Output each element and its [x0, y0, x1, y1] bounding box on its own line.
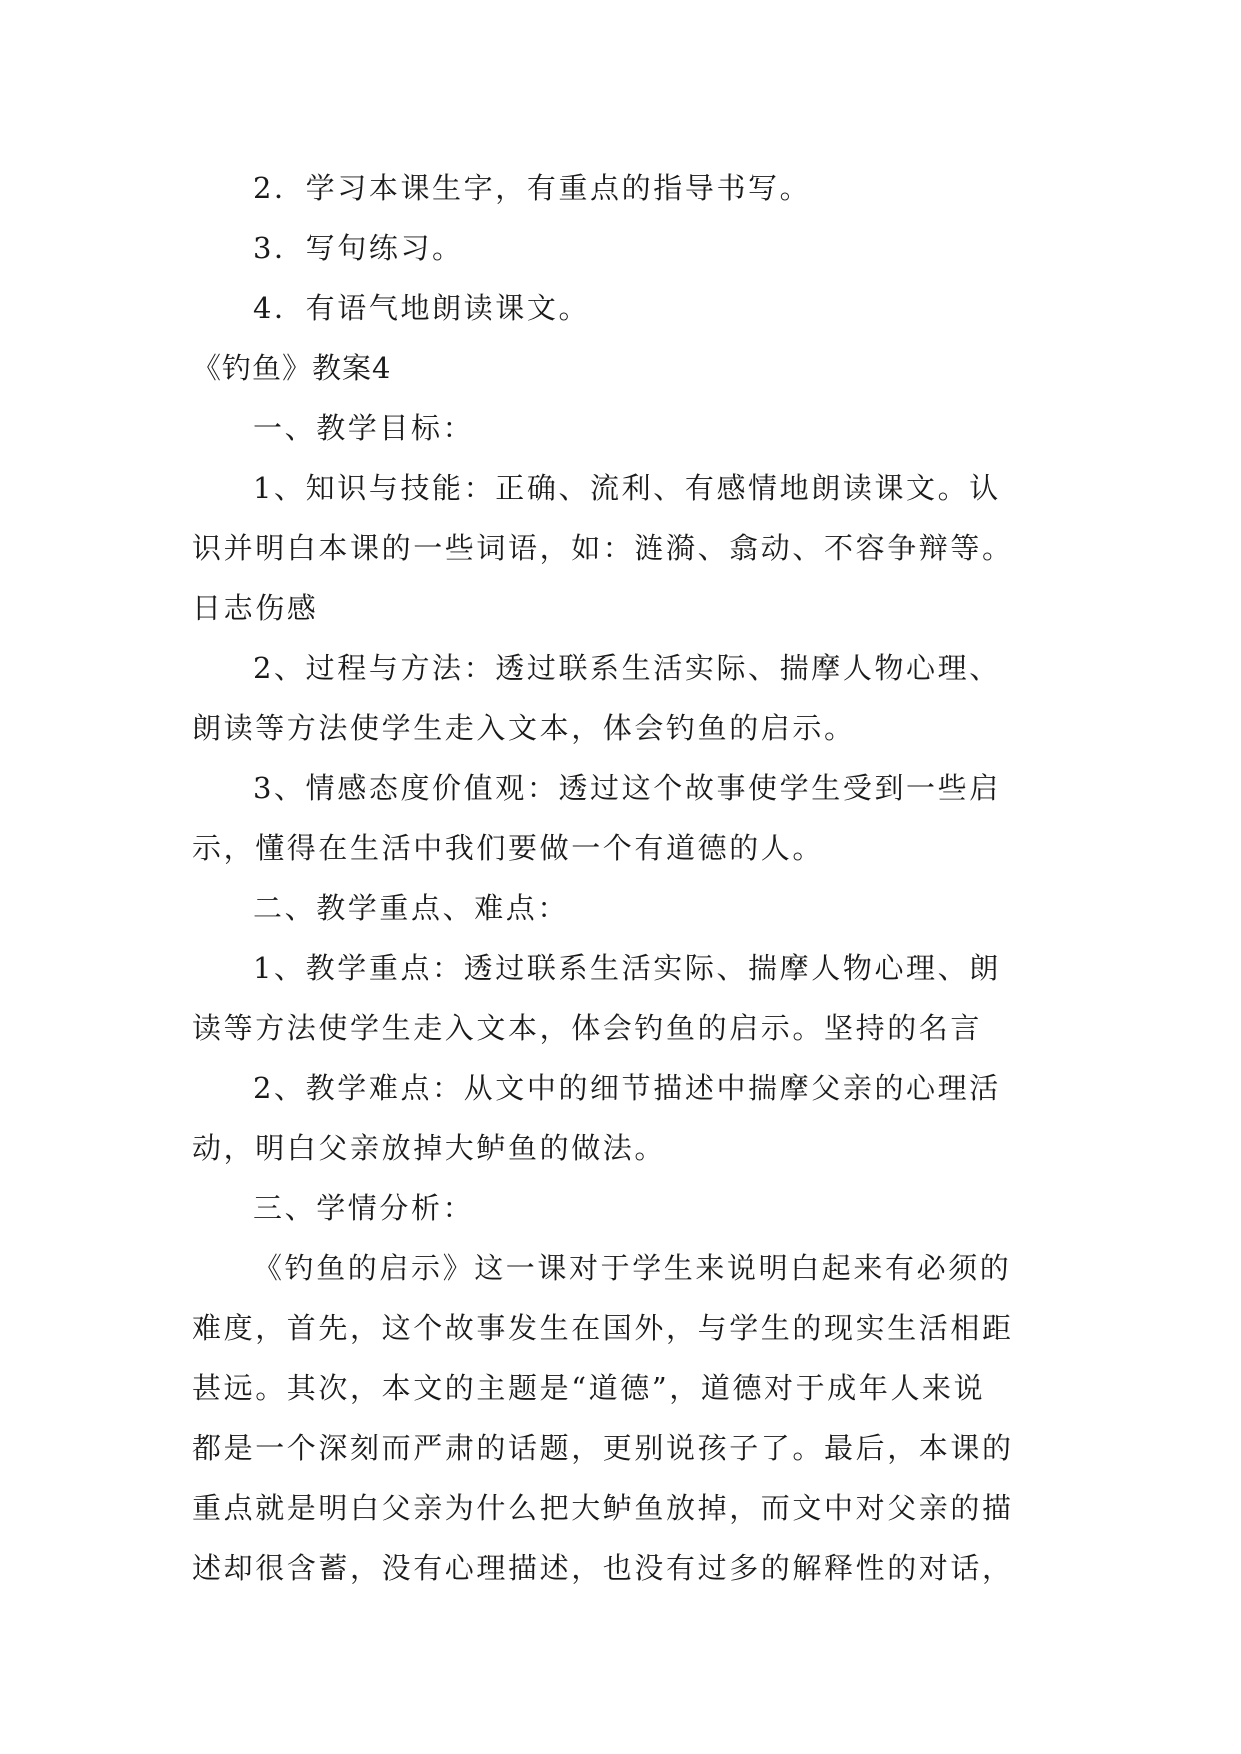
- section-heading: 一、教学目标：: [253, 411, 475, 445]
- paragraph-line: 2、过程与方法：透过联系生活实际、揣摩人物心理、: [253, 651, 1001, 685]
- section-heading: 三、学情分析：: [253, 1191, 475, 1225]
- paragraph-line: 朗读等方法使学生走入文本，体会钓鱼的启示。: [192, 711, 856, 745]
- paragraph-line: 《钓鱼的启示》这一课对于学生来说明白起来有必须的: [253, 1251, 1012, 1285]
- paragraph-line: 重点就是明白父亲为什么把大鲈鱼放掉，而文中对父亲的描: [192, 1491, 1014, 1525]
- paragraph-line: 述却很含蓄，没有心理描述，也没有过多的解释性的对话，: [192, 1551, 1014, 1585]
- paragraph-line: 3、情感态度价值观：透过这个故事使学生受到一些启: [253, 771, 1001, 805]
- paragraph-line: 难度，首先，这个故事发生在国外，与学生的现实生活相距: [192, 1311, 1014, 1345]
- section-heading: 二、教学重点、难点：: [253, 891, 570, 925]
- paragraph-line: 2、教学难点：从文中的细节描述中揣摩父亲的心理活: [253, 1071, 1001, 1105]
- paragraph-line: 4．有语气地朗读课文。: [253, 291, 591, 325]
- paragraph-line: 1、知识与技能：正确、流利、有感情地朗读课文。认: [253, 471, 1001, 505]
- paragraph-line: 读等方法使学生走入文本，体会钓鱼的启示。坚持的名言: [192, 1011, 983, 1045]
- paragraph-line: 识并明白本课的一些词语，如：涟漪、翕动、不容争辩等。: [192, 531, 1014, 565]
- paragraph-line: 甚远。其次，本文的主题是“道德”，道德对于成年人来说: [192, 1371, 986, 1405]
- section-title: 《钓鱼》教案4: [192, 351, 392, 385]
- paragraph-line: 示，懂得在生活中我们要做一个有道德的人。: [192, 831, 825, 865]
- paragraph-line: 都是一个深刻而严肃的话题，更别说孩子了。最后，本课的: [192, 1431, 1014, 1465]
- paragraph-line: 日志伤感: [192, 591, 319, 625]
- paragraph-line: 3．写句练习。: [253, 231, 464, 265]
- paragraph-line: 动，明白父亲放掉大鲈鱼的做法。: [192, 1131, 667, 1165]
- paragraph-line: 2．学习本课生字，有重点的指导书写。: [253, 171, 812, 205]
- paragraph-line: 1、教学重点：透过联系生活实际、揣摩人物心理、朗: [253, 951, 1001, 985]
